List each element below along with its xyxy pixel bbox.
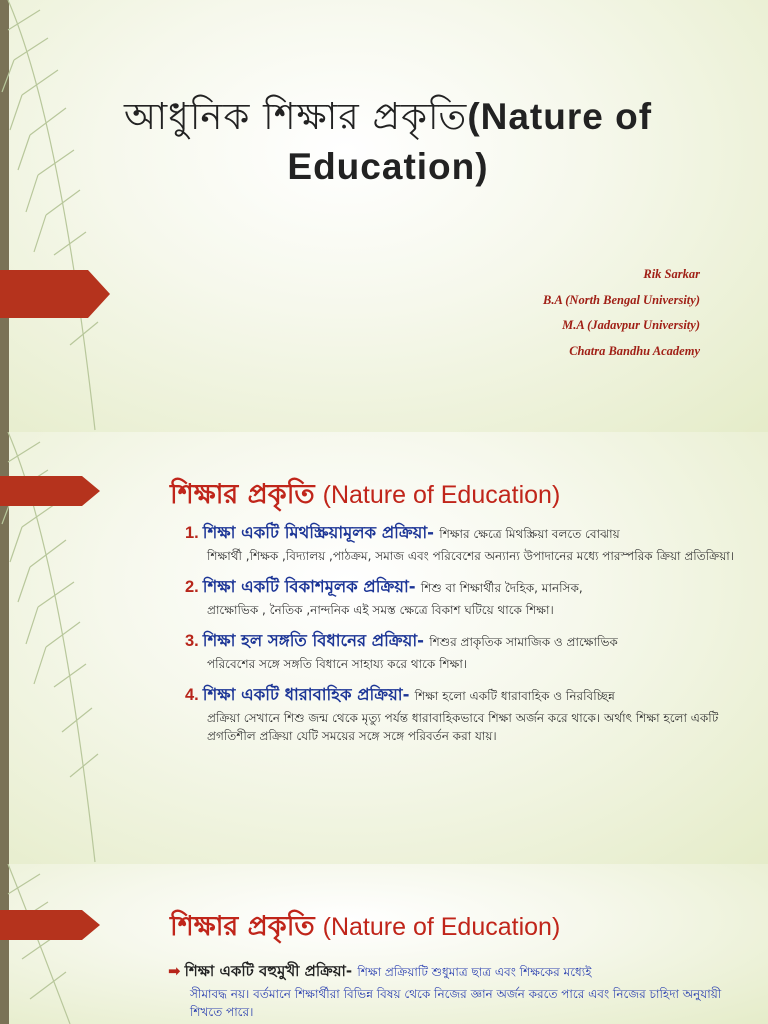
item-number: 3. [185,632,199,650]
slide-heading [170,906,560,951]
list-item [185,520,750,565]
item-text: প্রক্রিয়া সেখানে শিশু জন্ম থেকে মৃত্যু পর্যন্ত ধারাবাহিকভাবে শিক্ষা অর্জন করে থাকে। অর্থাৎ শিক্ষা হলো একটি প্রগতিশীল প্রক্রিয়া যেটি সময়ের সঙ্গে সঙ্গে পরিবর্তন করা যায়। [207,711,719,743]
bullet-title: শিক্ষা একটি বহুমুখী প্রক্রিয়া- [184,962,353,980]
title-arrow-shape [0,270,110,318]
slide-title [118,92,658,192]
author-credits [543,262,700,364]
credit-degree-ba: B.A (North Bengal University) [543,292,700,307]
credit-academy: Chatra Bandhu Academy [569,343,700,358]
heading-bengali: শিক্ষার প্রকৃতি [170,911,315,942]
item-title: শিক্ষা একটি মিথস্ক্রিয়ামূলক প্রক্রিয়া- [202,523,435,542]
heading-arrow-shape [0,476,100,506]
item-number: 4. [185,686,199,704]
slide-1 [0,0,768,432]
arrow-bullet-icon: ➡ [168,962,181,980]
fern-decoration [0,864,110,1024]
slide-heading [170,474,560,519]
nature-list [185,520,750,754]
credit-degree-ma: M.A (Jadavpur University) [562,318,700,332]
bullet-text: সীমাবদ্ধ নয়। বর্তমানে শিক্ষার্থীরা বিভিন্ন বিষয় থেকে নিজের জ্ঞান অর্জন করতে পারে এবং নিজের চাহিদা অনুযায়ী শিখতে পারে। [190,987,722,1019]
item-text-inline: শিশু বা শিক্ষার্থীর দৈহিক, মানসিক, [420,581,583,595]
title-bengali: আধুনিক শিক্ষার প্রকৃতি [123,95,468,138]
list-item [185,682,750,745]
item-text-inline: শিশুর প্রাকৃতিক সামাজিক ও প্রাক্ষোভিক [429,635,618,649]
item-text-inline: শিক্ষা হলো একটি ধারাবাহিক ও নিরবিচ্ছিন্ন [414,689,615,703]
item-title: শিক্ষা একটি বিকাশমূলক প্রক্রিয়া- [202,577,416,596]
item-title: শিক্ষা একটি ধারাবাহিক প্রক্রিয়া- [202,685,410,704]
list-item [185,628,750,673]
heading-english: (Nature of Education) [322,913,561,941]
heading-arrow-shape [0,910,100,940]
heading-english: (Nature of Education) [322,481,561,509]
item-number: 1. [185,524,199,542]
item-text: পরিবেশের সঙ্গে সঙ্গতি বিধানে সাহায্য করে থাকে শিক্ষা। [207,657,468,671]
item-text: শিক্ষার্থী ,শিক্ষক ,বিদ্যালয় ,পাঠক্রম, সমাজ এবং পরিবেশের অন্যান্য উপাদানের মধ্যে পারস্পরিক ক্রিয়া প্রতিক্রিয়া। [207,549,735,563]
list-item [185,574,750,619]
title-english: (Nature of Education) [287,96,653,187]
item-title: শিক্ষা হল সঙ্গতি বিধানের প্রক্রিয়া- [202,631,424,650]
slide-3 [0,864,768,1024]
fern-decoration [0,0,110,432]
credit-name: Rik Sarkar [643,267,700,281]
bullet-item [168,960,748,1021]
heading-bengali: শিক্ষার প্রকৃতি [170,479,315,510]
item-text: প্রাক্ষোভিক , নৈতিক ,নান্দনিক এই সমস্ত ক্ষেত্রে বিকাশ ঘটিয়ে থাকে শিক্ষা। [207,603,554,617]
item-number: 2. [185,578,199,596]
bullet-text-inline: শিক্ষা প্রক্রিয়াটি শুধুমাত্র ছাত্র এবং শিক্ষকের মধ্যেই [357,965,592,979]
slide-2 [0,432,768,864]
item-text-inline: শিক্ষার ক্ষেত্রে মিথস্ক্রিয়া বলতে বোঝায় [439,527,620,541]
